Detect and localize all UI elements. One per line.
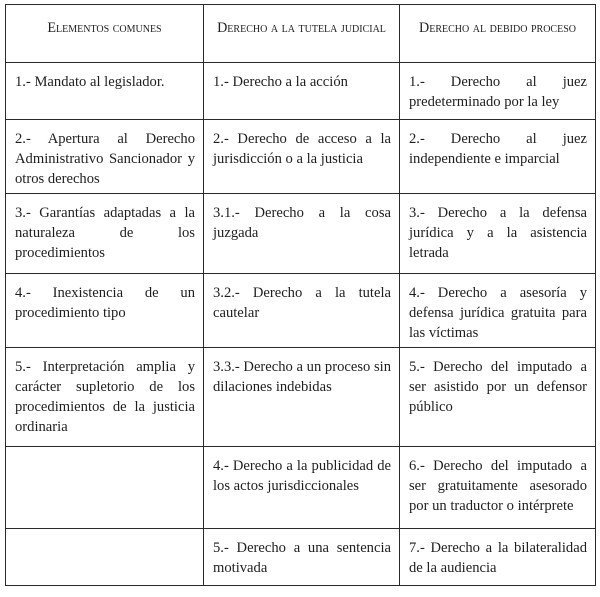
table-cell: 6.- Derecho del imputado a ser gratuitamente asesorado por un traductor o intérprete <box>400 447 596 529</box>
table-cell: 7.- Derecho a la bilateralidad de la audiencia <box>400 529 596 586</box>
table-cell: 4.- Derecho a la publicidad de los actos jurisdiccionales <box>204 447 400 529</box>
table-cell: 5.- Derecho a una sentencia motivada <box>204 529 400 586</box>
table-cell: 4.- Inexistencia de un procedimiento tipo <box>6 274 204 348</box>
table-cell-empty <box>6 529 204 586</box>
table-cell: 2.- Derecho de acceso a la jurisdicción o a la justicia <box>204 120 400 194</box>
table-row <box>6 529 596 586</box>
table-row <box>6 63 596 120</box>
table-cell: 1.- Derecho a la acción <box>204 63 400 120</box>
table-row <box>6 447 596 529</box>
table-row <box>6 348 596 447</box>
table-cell: 5.- Derecho del imputado a ser asistido por un defensor público <box>400 348 596 447</box>
header-tutela-judicial: Derecho a la tutela judicial <box>204 5 400 63</box>
table-cell: 1.- Derecho al juez predeterminado por la ley <box>400 63 596 120</box>
table-row <box>6 194 596 274</box>
table-row <box>6 120 596 194</box>
table-cell: 3.2.- Derecho a la tutela cautelar <box>204 274 400 348</box>
comparison-table <box>5 4 596 586</box>
table-header-row <box>6 5 596 63</box>
table-cell: 3.3.- Derecho a un proceso sin dilaciones indebidas <box>204 348 400 447</box>
table-row <box>6 274 596 348</box>
table-cell: 2.- Derecho al juez independiente e imparcial <box>400 120 596 194</box>
table-cell: 1.- Mandato al legislador. <box>6 63 204 120</box>
table-cell: 5.- Interpretación amplia y carácter supletorio de los procedimientos de la justicia ordinaria <box>6 348 204 447</box>
table-cell: 3.- Derecho a la defensa jurídica y a la asistencia letrada <box>400 194 596 274</box>
header-debido-proceso: Derecho al debido proceso <box>400 5 596 63</box>
table-cell-empty <box>6 447 204 529</box>
table-cell: 3.1.- Derecho a la cosa juzgada <box>204 194 400 274</box>
table-cell: 3.- Garantías adaptadas a la naturaleza de los procedimientos <box>6 194 204 274</box>
table-cell: 2.- Apertura al Derecho Administrativo Sancionador y otros derechos <box>6 120 204 194</box>
table-cell: 4.- Derecho a asesoría y defensa jurídica gratuita para las víctimas <box>400 274 596 348</box>
header-elementos-comunes: Elementos comunes <box>6 5 204 63</box>
